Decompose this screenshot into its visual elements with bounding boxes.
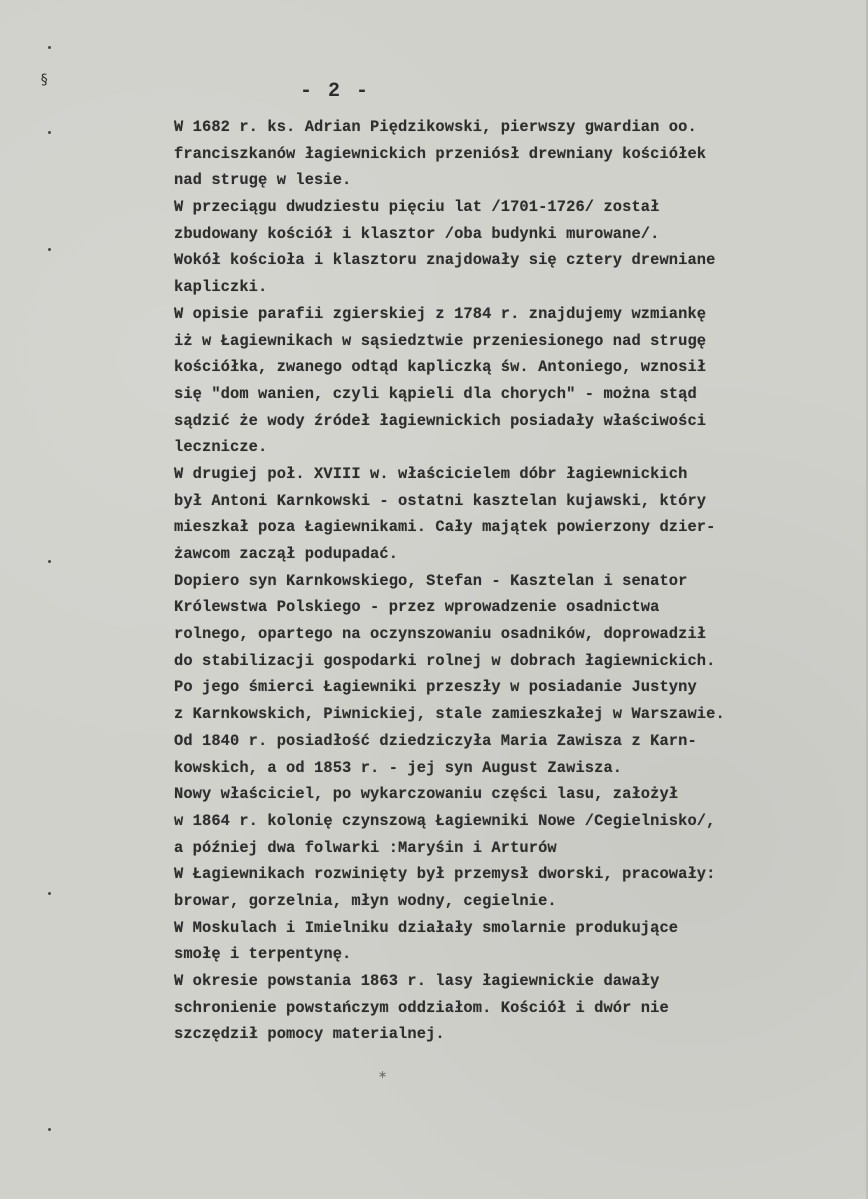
punch-hole-dot [48, 560, 51, 563]
text-line: w 1864 r. kolonię czynszową Łagiewniki Nowe /Cegielnisko/, [174, 811, 716, 830]
text-line: smołę i terpentynę. [174, 945, 352, 964]
text-line: W 1682 r. ks. Adrian Piędzikowski, pierwszy gwardian oo. [174, 118, 697, 136]
text-line: Dopiero syn Karnkowskiego, Stefan - Kasztelan i senator [174, 571, 688, 590]
text-line: Nowy właściciel, po wykarczowaniu części lasu, założył [174, 785, 679, 804]
text-line: W drugiej poł. XVIII w. właścicielem dóbr łagiewnickich [174, 464, 688, 483]
text-line: W Łagiewnikach rozwinięty był przemysł dworski, pracowały: [174, 865, 716, 884]
text-line: W przeciągu dwudziestu pięciu lat /1701-1726/ został [174, 198, 660, 217]
text-line: był Antoni Karnkowski - ostatni kasztelan kujawski, który [174, 491, 707, 510]
text-line: się "dom wanien, czyli kąpieli dla chorych" - można stąd [174, 384, 697, 403]
text-line: rolnego, opartego na oczynszowaniu osadników, doprowadził [174, 625, 707, 644]
typewritten-body [174, 114, 834, 1048]
text-line: sądzić że wody źródeł łagiewnickich posiadały właściwości [174, 411, 707, 430]
punch-hole-dot [48, 46, 51, 49]
text-line: iż w Łagiewnikach w sąsiedztwie przeniesionego nad strugę [174, 331, 707, 350]
text-line: W okresie powstania 1863 r. lasy łagiewnickie dawały [174, 972, 660, 990]
text-line: Od 1840 r. posiadłość dziedziczyła Maria Zawisza z Karn- [174, 731, 697, 750]
text-line: franciszkanów łagiewnickich przeniósł drewniany kościółek [174, 144, 707, 163]
punch-hole-dot [48, 131, 51, 134]
text-line: mieszkał poza Łagiewnikami. Cały majątek powierzony dzier- [174, 518, 716, 537]
text-line: a później dwa folwarki :Maryśin i Arturów [174, 838, 557, 857]
text-line: lecznicze. [174, 438, 268, 457]
text-line: Wokół kościoła i klasztoru znajdowały się cztery drewniane [174, 251, 716, 270]
page-number: - 2 - [300, 80, 371, 103]
text-line: W opisie parafii zgierskiej z 1784 r. znajdujemy wzmiankę [174, 304, 707, 323]
text-line: W Moskulach i Imielniku działały smolarnie produkujące [174, 918, 679, 937]
ink-smudge: ∗ [378, 1068, 388, 1081]
text-line: do stabilizacji gospodarki rolnej w dobrach łagiewnickich. [174, 651, 716, 670]
text-line: kapliczki. [174, 278, 268, 297]
text-line: schronienie powstańczym oddziałom. Kościół i dwór nie [174, 998, 669, 1017]
margin-mark: § [40, 72, 49, 88]
text-line: szczędził pomocy materialnej. [174, 1025, 445, 1044]
text-line: z Karnkowskich, Piwnickiej, stale zamieszkałej w Warszawie. [174, 705, 725, 724]
text-line: Królewstwa Polskiego - przez wprowadzenie osadnictwa [174, 598, 660, 617]
text-line: kościółka, zwanego odtąd kapliczką św. Antoniego, wznosił [174, 358, 707, 377]
text-line: zbudowany kościół i klasztor /oba budynki murowane/. [174, 224, 660, 243]
text-line: kowskich, a od 1853 r. - jej syn August Zawisza. [174, 758, 623, 777]
text-line: nad strugę w lesie. [174, 171, 352, 190]
punch-hole-dot [48, 892, 51, 895]
text-line: żawcom zaczął podupadać. [174, 545, 399, 563]
punch-hole-dot [48, 1128, 51, 1131]
text-line: Po jego śmierci Łagiewniki przeszły w posiadanie Justyny [174, 678, 697, 697]
punch-hole-dot [48, 248, 51, 251]
text-line: browar, gorzelnia, młyn wodny, cegielnie. [174, 891, 557, 910]
